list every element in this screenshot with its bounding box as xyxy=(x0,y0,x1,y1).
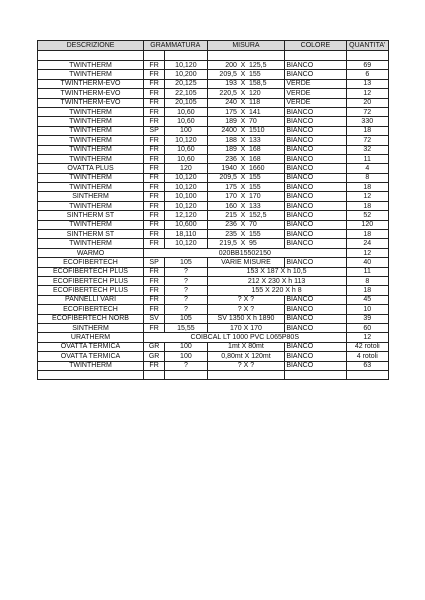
cell-tipo: GR xyxy=(144,342,165,351)
table-body xyxy=(38,51,389,380)
cell-descrizione: TWINTHERM-EVO xyxy=(38,79,144,88)
cell-misura: 0,80mt X 120mt xyxy=(207,352,285,361)
misura-per: X xyxy=(240,71,246,79)
cell-descrizione: TWINTHERM-EVO xyxy=(38,89,144,98)
table-row xyxy=(38,230,389,239)
cell-misura: VARIE MISURE xyxy=(207,258,285,267)
cell-colore: BIANCO xyxy=(285,239,346,248)
cell-descrizione: PANNELLI VARI xyxy=(38,295,144,304)
cell-quantita: 72 xyxy=(346,136,388,145)
table-row xyxy=(38,276,389,285)
cell-tipo: FR xyxy=(144,361,165,370)
misura-larghezza: 1940 xyxy=(221,164,237,172)
cell-quantita: 11 xyxy=(346,267,388,276)
cell-quantita: 52 xyxy=(346,211,388,220)
cell-colore: BIANCO xyxy=(285,220,346,229)
table-row xyxy=(38,136,389,145)
misura-altezza: 118 xyxy=(248,99,261,107)
misura-per: X xyxy=(240,136,246,144)
cell-misura xyxy=(207,70,285,79)
table-row xyxy=(38,314,389,323)
cell-quantita: 13 xyxy=(346,79,388,88)
misura-larghezza: 240 xyxy=(225,99,237,107)
cell-quantita: 24 xyxy=(346,239,388,248)
table-row xyxy=(38,79,389,88)
cell-grammatura: 10,120 xyxy=(165,201,207,210)
misura-per: X xyxy=(240,155,246,163)
cell-tipo: FR xyxy=(144,183,165,192)
misura-altezza: 141 xyxy=(248,108,261,116)
misura-per: X xyxy=(240,164,246,172)
cell-tipo: FR xyxy=(144,107,165,116)
misura-per: X xyxy=(240,230,246,238)
cell-tipo: FR xyxy=(144,305,165,314)
cell-misura: 155 X 220 X h 8 xyxy=(207,286,346,295)
table-row xyxy=(38,295,389,304)
cell-grammatura: 20,105 xyxy=(165,98,207,107)
cell-grammatura: 10,60 xyxy=(165,145,207,154)
cell-misura xyxy=(207,89,285,98)
cell-codice: 020BB15502150 xyxy=(144,248,347,257)
empty-cell xyxy=(38,370,144,379)
cell-descrizione: ECOFIBERTECH PLUS xyxy=(38,267,144,276)
table-row xyxy=(38,98,389,107)
misura-altezza: 170 xyxy=(248,193,261,201)
cell-misura xyxy=(207,145,285,154)
table-row xyxy=(38,183,389,192)
cell-misura xyxy=(207,173,285,182)
cell-grammatura: 105 xyxy=(165,314,207,323)
misura-per: X xyxy=(240,108,246,116)
cell-descrizione: SINTHERM xyxy=(38,192,144,201)
cell-tipo: FR xyxy=(144,136,165,145)
misura-per: X xyxy=(240,193,246,201)
misura-altezza: 155 xyxy=(248,174,261,182)
misura-larghezza: 219,5 xyxy=(219,240,237,248)
misura-per: X xyxy=(240,174,246,182)
cell-colore: BIANCO xyxy=(285,314,346,323)
misura-altezza: 168 xyxy=(248,155,261,163)
empty-cell xyxy=(165,370,207,379)
cell-quantita: 69 xyxy=(346,61,388,70)
cell-quantita: 11 xyxy=(346,154,388,163)
cell-grammatura: 105 xyxy=(165,258,207,267)
misura-larghezza: 2400 xyxy=(221,127,237,135)
cell-tipo: FR xyxy=(144,192,165,201)
table-row xyxy=(38,126,389,135)
cell-tipo: FR xyxy=(144,89,165,98)
misura-larghezza: 188 xyxy=(225,136,237,144)
misura-altezza: 133 xyxy=(248,136,261,144)
misura-altezza: 1660 xyxy=(248,164,265,172)
cell-misura xyxy=(207,98,285,107)
cell-grammatura: 10,60 xyxy=(165,117,207,126)
table-row xyxy=(38,323,389,332)
cell-grammatura: 10,120 xyxy=(165,173,207,182)
misura-larghezza: 170 xyxy=(225,193,237,201)
cell-descrizione: TWINTHERM xyxy=(38,61,144,70)
cell-misura: 153 X 187 X h 10,5 xyxy=(207,267,346,276)
table-row xyxy=(38,220,389,229)
cell-grammatura: ? xyxy=(165,286,207,295)
cell-grammatura: ? xyxy=(165,267,207,276)
cell-tipo: FR xyxy=(144,79,165,88)
cell-tipo: SV xyxy=(144,314,165,323)
header-grammatura: GRAMMATURA xyxy=(144,41,208,51)
cell-misura xyxy=(207,239,285,248)
cell-misura xyxy=(207,211,285,220)
cell-descrizione: TWINTHERM xyxy=(38,117,144,126)
cell-colore: BIANCO xyxy=(285,117,346,126)
cell-quantita: 63 xyxy=(346,361,388,370)
cell-grammatura: ? xyxy=(165,305,207,314)
empty-cell xyxy=(346,370,388,379)
cell-misura: ? X ? xyxy=(207,305,285,314)
header-quantita: QUANTITA' xyxy=(346,41,388,51)
cell-quantita: 18 xyxy=(346,286,388,295)
cell-colore: BIANCO xyxy=(285,70,346,79)
header-descrizione: DESCRIZIONE xyxy=(38,41,144,51)
misura-per: X xyxy=(240,183,246,191)
cell-misura xyxy=(207,220,285,229)
cell-misura xyxy=(207,136,285,145)
table-row xyxy=(38,192,389,201)
table-row xyxy=(38,267,389,276)
cell-tipo: SP xyxy=(144,258,165,267)
cell-grammatura: 10,60 xyxy=(165,154,207,163)
cell-tipo: FR xyxy=(144,61,165,70)
table-row xyxy=(38,211,389,220)
empty-cell xyxy=(207,370,285,379)
cell-descrizione: ECOFIBERTECH PLUS xyxy=(38,286,144,295)
cell-descrizione: ECOFIBERTECH xyxy=(38,305,144,314)
cell-tipo: FR xyxy=(144,145,165,154)
table-row xyxy=(38,305,389,314)
misura-per: X xyxy=(240,89,246,97)
cell-misura xyxy=(207,192,285,201)
cell-misura xyxy=(207,154,285,163)
cell-grammatura: 10,200 xyxy=(165,70,207,79)
table-row xyxy=(38,107,389,116)
cell-grammatura: 10,120 xyxy=(165,239,207,248)
header-row xyxy=(38,41,389,51)
cell-grammatura: 15,55 xyxy=(165,323,207,332)
cell-misura: ? X ? xyxy=(207,295,285,304)
cell-grammatura: 10,120 xyxy=(165,61,207,70)
header-colore: COLORE xyxy=(285,41,346,51)
cell-misura xyxy=(207,126,285,135)
cell-quantita: 12 xyxy=(346,248,388,257)
misura-larghezza: 200 xyxy=(225,61,237,69)
table-row xyxy=(38,342,389,351)
misura-per: X xyxy=(240,221,246,229)
cell-colore: BIANCO xyxy=(285,211,346,220)
cell-grammatura: 100 xyxy=(165,342,207,351)
cell-grammatura: 12,120 xyxy=(165,211,207,220)
cell-quantita: 45 xyxy=(346,295,388,304)
cell-descrizione: OVATTA PLUS xyxy=(38,164,144,173)
cell-quantita: 6 xyxy=(346,70,388,79)
cell-quantita: 8 xyxy=(346,173,388,182)
cell-colore: BIANCO xyxy=(285,61,346,70)
table-row xyxy=(38,173,389,182)
cell-tipo: FR xyxy=(144,239,165,248)
inventory-table xyxy=(37,40,389,380)
cell-quantita: 18 xyxy=(346,183,388,192)
table-row xyxy=(38,248,389,257)
cell-quantita: 72 xyxy=(346,107,388,116)
cell-quantita: 12 xyxy=(346,333,388,342)
cell-misura xyxy=(207,79,285,88)
misura-altezza: 95 xyxy=(248,240,257,248)
cell-descrizione: TWINTHERM xyxy=(38,107,144,116)
cell-quantita: 20 xyxy=(346,98,388,107)
table-row xyxy=(38,286,389,295)
cell-colore: BIANCO xyxy=(285,136,346,145)
cell-misura xyxy=(207,201,285,210)
cell-misura xyxy=(207,117,285,126)
cell-quantita: 120 xyxy=(346,220,388,229)
misura-altezza: 125,5 xyxy=(248,61,267,69)
misura-altezza: 133 xyxy=(248,202,261,210)
cell-grammatura: 100 xyxy=(165,126,207,135)
misura-altezza: 155 xyxy=(248,183,261,191)
table-row xyxy=(38,154,389,163)
cell-descrizione: TWINTHERM xyxy=(38,145,144,154)
cell-colore: BIANCO xyxy=(285,126,346,135)
cell-misura: 212 X 230 X h 113 xyxy=(207,276,346,285)
cell-tipo: FR xyxy=(144,295,165,304)
misura-larghezza: 189 xyxy=(225,118,237,126)
cell-tipo: FR xyxy=(144,211,165,220)
misura-per: X xyxy=(240,61,246,69)
table-row xyxy=(38,352,389,361)
cell-misura xyxy=(207,107,285,116)
misura-larghezza: 175 xyxy=(225,183,237,191)
cell-descrizione: ECOFIBERTECH xyxy=(38,258,144,267)
cell-colore: BIANCO xyxy=(285,305,346,314)
cell-colore: BIANCO xyxy=(285,342,346,351)
misura-altezza: 152,5 xyxy=(248,211,267,219)
cell-colore: VERDE xyxy=(285,89,346,98)
misura-altezza: 120 xyxy=(248,89,261,97)
misura-larghezza: 220,5 xyxy=(219,89,237,97)
cell-quantita: 39 xyxy=(346,314,388,323)
table-row xyxy=(38,117,389,126)
table-row xyxy=(38,201,389,210)
empty-cell xyxy=(285,370,346,379)
misura-per: X xyxy=(240,240,246,248)
cell-descrizione: TWINTHERM xyxy=(38,70,144,79)
cell-descrizione: ECOFIBERTECH NORB xyxy=(38,314,144,323)
cell-grammatura: 100 xyxy=(165,352,207,361)
cell-descrizione: ECOFIBERTECH PLUS xyxy=(38,276,144,285)
cell-grammatura: 22,105 xyxy=(165,89,207,98)
cell-grammatura: 10,120 xyxy=(165,183,207,192)
misura-larghezza: 209,5 xyxy=(219,71,237,79)
cell-quantita: 330 xyxy=(346,117,388,126)
cell-colore: BIANCO xyxy=(285,258,346,267)
cell-descrizione: OVATTA TERMICA xyxy=(38,352,144,361)
cell-tipo: FR xyxy=(144,323,165,332)
cell-quantita: 4 xyxy=(346,164,388,173)
cell-grammatura: 10,120 xyxy=(165,136,207,145)
cell-grammatura: 10,60 xyxy=(165,107,207,116)
cell-grammatura: 20,125 xyxy=(165,79,207,88)
cell-grammatura: ? xyxy=(165,276,207,285)
cell-descrizione: SINTHERM xyxy=(38,323,144,332)
table-row xyxy=(38,164,389,173)
misura-larghezza: 236 xyxy=(225,221,237,229)
cell-colore: BIANCO xyxy=(285,323,346,332)
header-misura: MISURA xyxy=(207,41,285,51)
cell-tipo: FR xyxy=(144,286,165,295)
table-row xyxy=(38,145,389,154)
cell-grammatura: 10,100 xyxy=(165,192,207,201)
misura-per: X xyxy=(240,211,246,219)
table-row xyxy=(38,89,389,98)
cell-colore: BIANCO xyxy=(285,107,346,116)
misura-per: X xyxy=(240,80,246,88)
misura-altezza: 1510 xyxy=(248,127,265,135)
cell-quantita: 18 xyxy=(346,201,388,210)
cell-quantita: 42 rotoli xyxy=(346,342,388,351)
misura-per: X xyxy=(240,118,246,126)
misura-larghezza: 160 xyxy=(225,202,237,210)
misura-altezza: 158,5 xyxy=(248,80,267,88)
cell-descrizione: TWINTHERM xyxy=(38,173,144,182)
misura-altezza: 70 xyxy=(248,118,257,126)
cell-codice: COIBCAL LT 1000 PVC L065P80S xyxy=(144,333,347,342)
table-row xyxy=(38,61,389,70)
misura-altezza: 168 xyxy=(248,146,261,154)
table-row xyxy=(38,258,389,267)
cell-misura xyxy=(207,61,285,70)
cell-quantita: 40 xyxy=(346,258,388,267)
cell-colore: BIANCO xyxy=(285,361,346,370)
cell-tipo: FR xyxy=(144,173,165,182)
cell-tipo: FR xyxy=(144,220,165,229)
misura-larghezza: 215 xyxy=(225,211,237,219)
cell-tipo: FR xyxy=(144,267,165,276)
cell-grammatura: ? xyxy=(165,361,207,370)
cell-misura xyxy=(207,164,285,173)
cell-quantita: 8 xyxy=(346,276,388,285)
cell-grammatura: 18,110 xyxy=(165,230,207,239)
cell-descrizione: TWINTHERM xyxy=(38,220,144,229)
cell-tipo: FR xyxy=(144,154,165,163)
cell-tipo: FR xyxy=(144,98,165,107)
cell-tipo: FR xyxy=(144,164,165,173)
cell-misura: ? X ? xyxy=(207,361,285,370)
blank-row xyxy=(38,51,389,61)
cell-quantita: 60 xyxy=(346,323,388,332)
cell-grammatura: 10,600 xyxy=(165,220,207,229)
cell-grammatura: 120 xyxy=(165,164,207,173)
misura-altezza: 155 xyxy=(248,71,261,79)
cell-descrizione: URATHERM xyxy=(38,333,144,342)
misura-altezza: 155 xyxy=(248,230,261,238)
misura-altezza: 70 xyxy=(248,221,257,229)
table-row xyxy=(38,361,389,370)
cell-colore: BIANCO xyxy=(285,352,346,361)
misura-larghezza: 236 xyxy=(225,155,237,163)
cell-colore: BIANCO xyxy=(285,164,346,173)
table-row xyxy=(38,70,389,79)
cell-descrizione: TWINTHERM xyxy=(38,239,144,248)
cell-colore: BIANCO xyxy=(285,201,346,210)
cell-tipo: FR xyxy=(144,276,165,285)
cell-misura: 170 X 170 xyxy=(207,323,285,332)
table-row xyxy=(38,333,389,342)
cell-descrizione: WARMO xyxy=(38,248,144,257)
cell-quantita: 12 xyxy=(346,89,388,98)
cell-misura xyxy=(207,230,285,239)
table-row xyxy=(38,239,389,248)
cell-colore: VERDE xyxy=(285,79,346,88)
misura-larghezza: 175 xyxy=(225,108,237,116)
cell-misura: SV 1350 X h 1890 xyxy=(207,314,285,323)
misura-larghezza: 189 xyxy=(225,146,237,154)
cell-descrizione: SINTHERM ST xyxy=(38,230,144,239)
cell-quantita: 18 xyxy=(346,230,388,239)
cell-tipo: SP xyxy=(144,126,165,135)
misura-larghezza: 193 xyxy=(225,80,237,88)
cell-descrizione: SINTHERM ST xyxy=(38,211,144,220)
misura-per: X xyxy=(240,202,246,210)
cell-colore: BIANCO xyxy=(285,145,346,154)
cell-quantita: 12 xyxy=(346,192,388,201)
cell-quantita: 32 xyxy=(346,145,388,154)
cell-descrizione: TWINTHERM xyxy=(38,154,144,163)
empty-cell xyxy=(144,370,165,379)
table-row xyxy=(38,370,389,379)
cell-colore: BIANCO xyxy=(285,230,346,239)
cell-tipo: FR xyxy=(144,201,165,210)
cell-misura xyxy=(207,183,285,192)
cell-colore: BIANCO xyxy=(285,183,346,192)
cell-misura: 1mt X 80mt xyxy=(207,342,285,351)
misura-per: X xyxy=(240,99,246,107)
cell-descrizione: TWINTHERM xyxy=(38,126,144,135)
cell-descrizione: TWINTHERM xyxy=(38,361,144,370)
cell-quantita: 10 xyxy=(346,305,388,314)
cell-tipo: FR xyxy=(144,70,165,79)
misura-larghezza: 235 xyxy=(225,230,237,238)
misura-larghezza: 209,5 xyxy=(219,174,237,182)
cell-colore: BIANCO xyxy=(285,295,346,304)
cell-quantita: 18 xyxy=(346,126,388,135)
cell-descrizione: TWINTHERM xyxy=(38,201,144,210)
cell-colore: BIANCO xyxy=(285,154,346,163)
cell-colore: BIANCO xyxy=(285,192,346,201)
cell-quantita: 4 rotoli xyxy=(346,352,388,361)
cell-grammatura: ? xyxy=(165,295,207,304)
cell-descrizione: TWINTHERM-EVO xyxy=(38,98,144,107)
cell-descrizione: TWINTHERM xyxy=(38,183,144,192)
cell-descrizione: OVATTA TERMICA xyxy=(38,342,144,351)
cell-tipo: FR xyxy=(144,117,165,126)
cell-tipo: GR xyxy=(144,352,165,361)
cell-colore: VERDE xyxy=(285,98,346,107)
cell-descrizione: TWINTHERM xyxy=(38,136,144,145)
cell-colore: BIANCO xyxy=(285,173,346,182)
cell-tipo: FR xyxy=(144,230,165,239)
misura-per: X xyxy=(240,127,246,135)
misura-per: X xyxy=(240,146,246,154)
